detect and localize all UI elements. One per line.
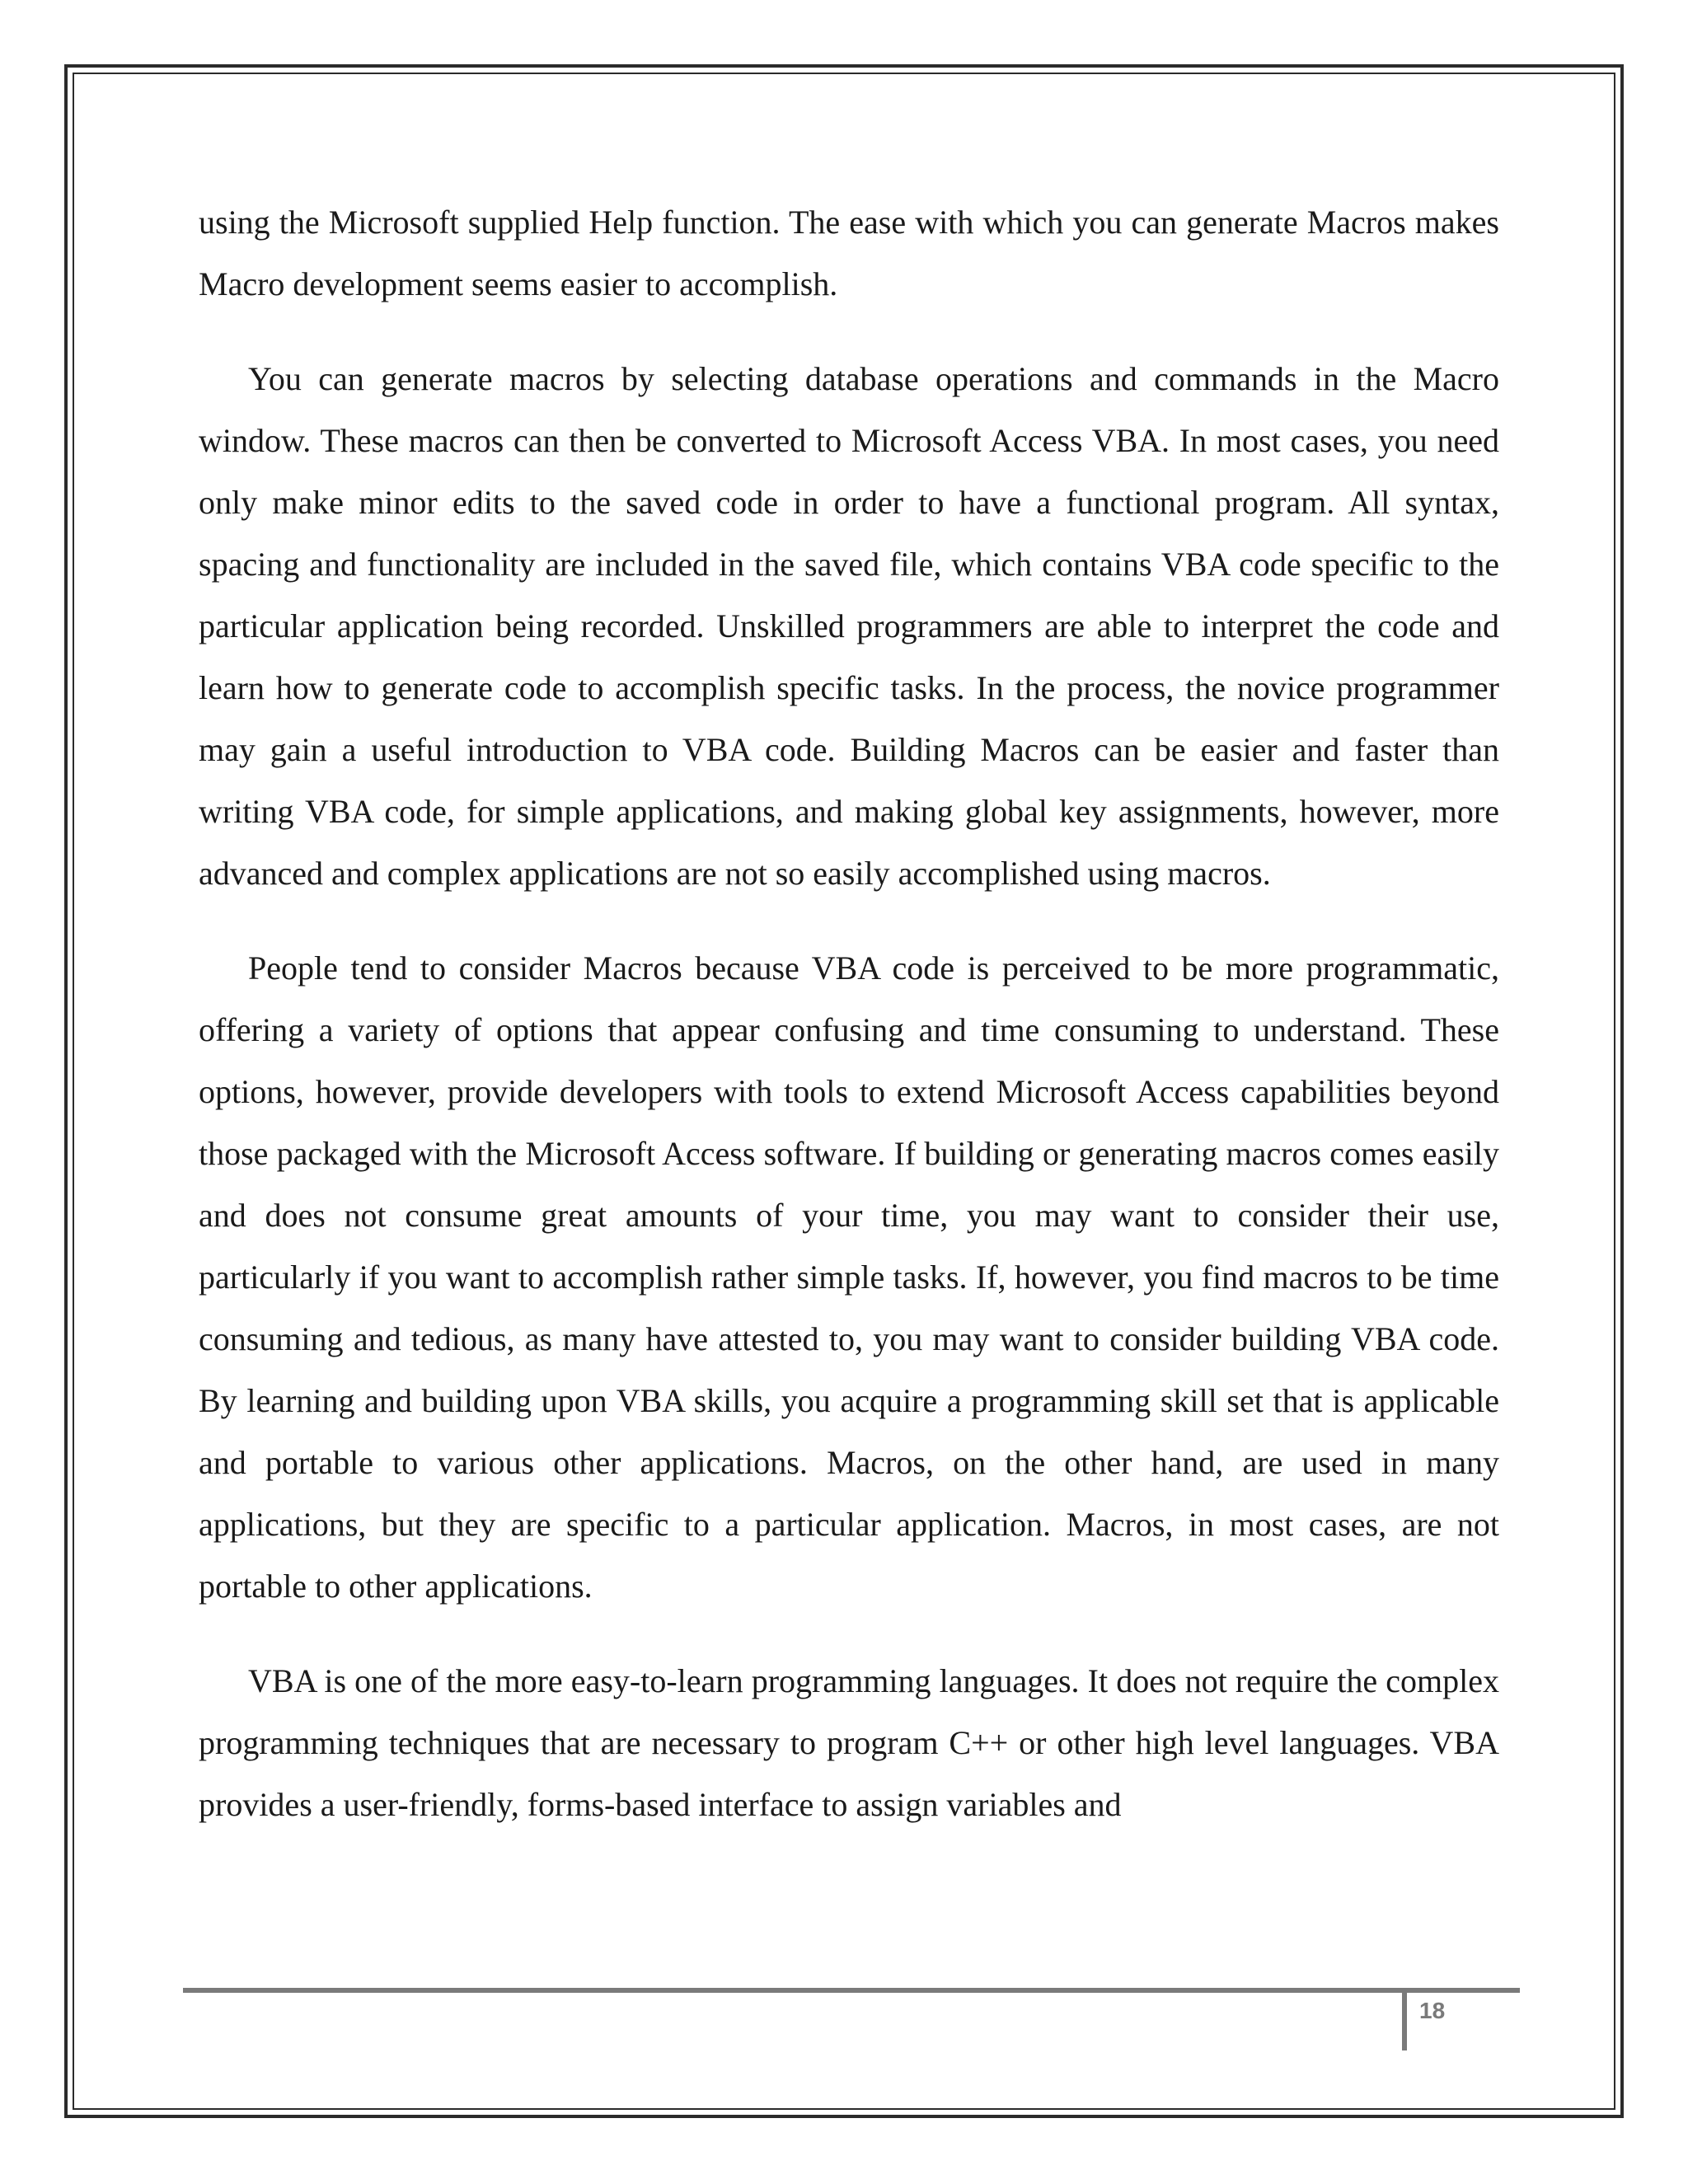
paragraph-1: using the Microsoft supplied Help function. The ease with which you can generate Macros makes Macro development seems easier to accomplish.: [199, 204, 1499, 302]
body-text: [199, 191, 1499, 1868]
paragraph-3: People tend to consider Macros because VBA code is perceived to be more programmatic, offering a variety of options that appear confusing and time consuming to understand. These options, however, provide developers with tools to extend Microsoft Access capabilities beyond those packaged with the Microsoft Access software. If building or generating macros comes easily and does not consume great amounts of your time, you may want to consider their use, particularly if you want to accomplish rather simple tasks. If, however, you find macros to be time consuming and tedious, as many have attested to, you may want to consider building VBA code. By learning and building upon VBA skills, you acquire a programming skill set that is applicable and portable to various other applications. Macros, on the other hand, are used in many applications, but they are specific to a particular application. Macros, in most cases, are not portable to other applications.: [199, 949, 1499, 1605]
page-number: 18: [1419, 1998, 1446, 2023]
paragraph-4: VBA is one of the more easy-to-learn programming languages. It does not require the complex programming techniques that are necessary to program C++ or other high level languages. VBA provides a user-friendly, forms-based interface to assign variables and: [199, 1662, 1499, 1823]
footer-rule: [183, 1988, 1520, 1993]
paragraph-2: You can generate macros by selecting database operations and commands in the Macro window. These macros can then be converted to Microsoft Access VBA. In most cases, you need only make minor edits to the saved code in order to have a functional program. All syntax, spacing and functionality are included in the saved file, which contains VBA code specific to the particular application being recorded. Unskilled programmers are able to interpret the code and learn how to generate code to accomplish specific tasks. In the process, the novice programmer may gain a useful introduction to VBA code. Building Macros can be easier and faster than writing VBA code, for simple applications, and making global key assignments, however, more advanced and complex applications are not so easily accomplished using macros.: [199, 360, 1499, 892]
page-number-divider: [1402, 1993, 1407, 2050]
